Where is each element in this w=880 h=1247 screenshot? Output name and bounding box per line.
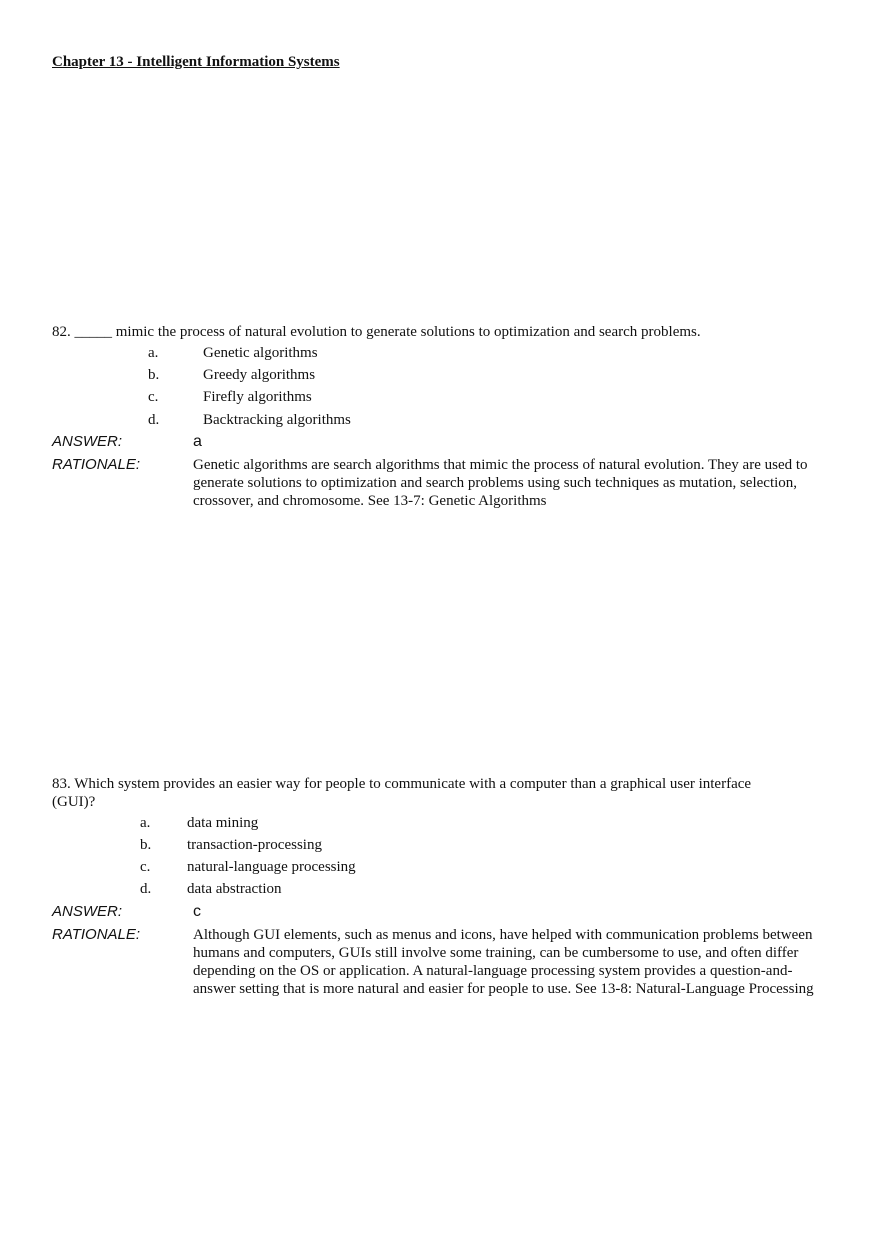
rationale-text: Although GUI elements, such as menus and icons, have helped with communication problems between humans and computers, GUIs still involve some training, can be cumbersome to use, and often differ depending on the OS or application. A natural-language processing system provides a question-and-answer setting that is more natural and easier for people to use. See 13-8: Natural-Language Processing [193, 927, 814, 997]
option-letter: a. [140, 815, 151, 831]
option-text: Backtracking algorithms [203, 412, 351, 428]
chapter-title: Chapter 13 - Intelligent Information Systems [52, 54, 340, 70]
option-text: data abstraction [187, 881, 282, 897]
answer-label: ANSWER: [52, 433, 123, 450]
answer-value: a [193, 433, 202, 450]
option-text: natural-language processing [187, 859, 356, 875]
option-text: data mining [187, 815, 259, 831]
option-text: Firefly algorithms [203, 389, 312, 405]
option-letter: b. [140, 837, 152, 853]
answer-value: c [193, 903, 201, 920]
answer-label: ANSWER: [52, 903, 123, 920]
rationale-label: RATIONALE: [52, 456, 141, 473]
option-letter: d. [140, 881, 152, 897]
question-stem: 83. Which system provides an easier way for people to communicate with a computer than a graphical user interface (GUI)? [52, 776, 752, 810]
rationale-text: Genetic algorithms are search algorithms that mimic the process of natural evolution. They are used to generate solutions to optimization and search problems using such techniques as mutation, selection, crossover, and chromosome. See 13-7: Genetic Algorithms [193, 457, 808, 509]
option-text: Genetic algorithms [203, 345, 318, 361]
option-text: Greedy algorithms [203, 367, 316, 383]
rationale-label: RATIONALE: [52, 926, 141, 943]
option-text: transaction-processing [187, 837, 322, 853]
option-letter: c. [148, 389, 159, 405]
question-stem: 82. _____ mimic the process of natural evolution to generate solutions to optimization and search problems. [52, 324, 701, 340]
option-letter: d. [148, 412, 160, 428]
option-letter: c. [140, 859, 151, 875]
option-letter: a. [148, 345, 159, 361]
option-letter: b. [148, 367, 160, 383]
